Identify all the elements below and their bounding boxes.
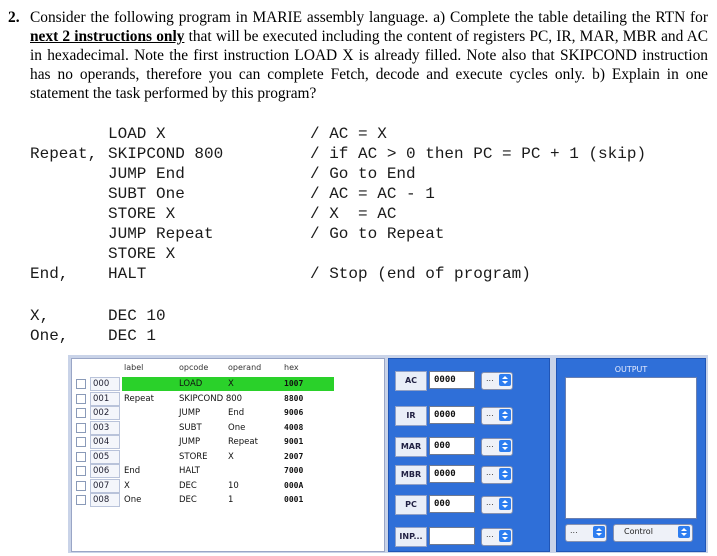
memory-row[interactable] bbox=[72, 464, 384, 478]
memory-address: 006 bbox=[90, 464, 120, 478]
question-number: 2. bbox=[8, 9, 20, 26]
memory-row[interactable] bbox=[72, 479, 384, 493]
memory-hex: 4008 bbox=[284, 422, 304, 432]
dropdown-arrow-icon bbox=[499, 498, 511, 510]
program-label: One, bbox=[30, 327, 69, 345]
register-value[interactable]: 0000 bbox=[429, 465, 475, 483]
memory-hex: 9001 bbox=[284, 437, 304, 446]
memory-opcode: DEC bbox=[179, 480, 197, 491]
program-instruction: LOAD X bbox=[108, 125, 166, 143]
dropdown-arrow-icon bbox=[499, 468, 511, 480]
register-name: AC bbox=[395, 371, 427, 391]
memory-label: Repeat bbox=[124, 393, 154, 404]
control-arrow-icon bbox=[678, 526, 690, 538]
output-format-dropdown[interactable] bbox=[565, 524, 607, 542]
memory-address: 008 bbox=[90, 493, 120, 507]
register-format-dropdown[interactable] bbox=[481, 528, 513, 546]
question-text bbox=[30, 8, 708, 103]
register-value[interactable]: 000 bbox=[429, 495, 475, 513]
register-name: INP... bbox=[395, 527, 427, 547]
dropdown-arrow-icon bbox=[499, 440, 511, 452]
memory-opcode: LOAD bbox=[179, 379, 203, 389]
program-instruction: JUMP Repeat bbox=[108, 225, 214, 243]
memory-label: X bbox=[124, 480, 130, 491]
program-listing bbox=[30, 124, 710, 344]
register-name: MAR bbox=[395, 437, 427, 457]
memory-opcode: DEC bbox=[179, 495, 197, 505]
program-instruction: SUBT One bbox=[108, 185, 185, 203]
dropdown-dots: ... bbox=[486, 374, 494, 383]
register-row bbox=[395, 525, 545, 547]
register-row bbox=[395, 435, 545, 457]
memory-address: 002 bbox=[90, 406, 120, 420]
program-instruction: STORE X bbox=[108, 205, 176, 223]
register-format-dropdown[interactable] bbox=[481, 466, 513, 484]
register-row bbox=[395, 369, 545, 391]
output-area bbox=[565, 377, 697, 519]
breakpoint-checkbox[interactable] bbox=[76, 495, 86, 505]
program-comment: / X = AC bbox=[310, 205, 397, 223]
memory-operand: One bbox=[228, 422, 246, 433]
breakpoint-checkbox[interactable] bbox=[76, 481, 86, 491]
register-row bbox=[395, 404, 545, 426]
dropdown-dots: ... bbox=[486, 409, 494, 418]
breakpoint-checkbox[interactable] bbox=[76, 408, 86, 418]
memory-row[interactable] bbox=[72, 450, 384, 464]
question bbox=[8, 8, 708, 103]
program-instruction: STORE X bbox=[108, 245, 176, 263]
memory-row[interactable] bbox=[72, 406, 384, 420]
memory-hex: 000A bbox=[284, 480, 304, 490]
memory-operand: X bbox=[228, 379, 234, 389]
register-name: MBR bbox=[395, 465, 427, 485]
memory-row[interactable] bbox=[72, 392, 384, 406]
program-comment: / AC = AC - 1 bbox=[310, 185, 435, 203]
memory-opcode: SUBT bbox=[179, 422, 202, 433]
dropdown-dots: ... bbox=[486, 498, 494, 507]
dropdown-arrow-icon bbox=[499, 530, 511, 542]
program-comment: / Stop (end of program) bbox=[310, 265, 531, 283]
memory-label: One bbox=[124, 495, 142, 505]
register-format-dropdown[interactable] bbox=[481, 438, 513, 456]
register-format-dropdown[interactable] bbox=[481, 496, 513, 514]
memory-opcode: SKIPCOND 800 bbox=[179, 393, 243, 404]
memory-operand: End bbox=[228, 408, 245, 418]
memory-hex: 0001 bbox=[284, 495, 304, 504]
program-instruction: HALT bbox=[108, 265, 147, 283]
memory-address: 004 bbox=[90, 435, 120, 449]
dropdown-dots: ... bbox=[486, 440, 494, 449]
col-header-operand: operand bbox=[228, 363, 262, 372]
breakpoint-checkbox[interactable] bbox=[76, 452, 86, 462]
memory-opcode: JUMP bbox=[179, 408, 201, 418]
breakpoint-checkbox[interactable] bbox=[76, 437, 86, 447]
program-label: End, bbox=[30, 265, 69, 283]
register-row bbox=[395, 493, 545, 515]
question-emphasis: next 2 instructions only bbox=[30, 28, 185, 45]
memory-operand: 1 bbox=[228, 495, 234, 505]
program-instruction: SKIPCOND 800 bbox=[108, 145, 224, 163]
register-panel bbox=[388, 358, 550, 552]
question-text-before: Consider the following program in MARIE assembly language. a) Complete the table detailing the RTN for bbox=[30, 9, 708, 26]
program-instruction: DEC 1 bbox=[108, 327, 157, 345]
memory-hex: 2007 bbox=[284, 451, 304, 461]
register-value[interactable]: 000 bbox=[429, 437, 475, 455]
memory-address: 001 bbox=[90, 392, 120, 406]
register-name: IR bbox=[395, 406, 427, 426]
program-comment: / AC = X bbox=[310, 125, 387, 143]
memory-hex: 7000 bbox=[284, 466, 304, 475]
memory-opcode: HALT bbox=[179, 466, 200, 476]
marie-simulator bbox=[68, 355, 708, 553]
control-dropdown[interactable] bbox=[613, 524, 693, 542]
dropdown-arrow-icon bbox=[499, 374, 511, 386]
memory-row[interactable] bbox=[72, 377, 384, 391]
dropdown-arrow-icon bbox=[499, 409, 511, 421]
program-comment: / if AC > 0 then PC = PC + 1 (skip) bbox=[310, 145, 647, 163]
register-format-dropdown[interactable] bbox=[481, 407, 513, 425]
memory-address: 007 bbox=[90, 479, 120, 493]
breakpoint-checkbox[interactable] bbox=[76, 423, 86, 433]
memory-row[interactable] bbox=[72, 493, 384, 507]
col-header-label: label bbox=[124, 363, 144, 372]
dropdown-dots: ... bbox=[486, 468, 494, 477]
memory-table bbox=[71, 358, 385, 552]
program-label: Repeat, bbox=[30, 145, 98, 163]
register-value[interactable] bbox=[429, 527, 475, 545]
col-header-hex: hex bbox=[284, 363, 299, 372]
memory-address: 005 bbox=[90, 450, 120, 464]
memory-hex: 9006 bbox=[284, 408, 304, 417]
memory-row[interactable] bbox=[72, 421, 384, 435]
memory-address: 000 bbox=[90, 377, 120, 391]
program-comment: / Go to End bbox=[310, 165, 416, 183]
memory-operand: X bbox=[228, 451, 234, 462]
program-instruction: JUMP End bbox=[108, 165, 185, 183]
memory-hex: 8800 bbox=[284, 393, 304, 403]
breakpoint-checkbox[interactable] bbox=[76, 379, 86, 389]
program-comment: / Go to Repeat bbox=[310, 225, 445, 243]
dropdown-arrow-icon bbox=[593, 526, 605, 538]
program-instruction: DEC 10 bbox=[108, 307, 166, 325]
control-label: Control bbox=[624, 527, 653, 536]
memory-row[interactable] bbox=[72, 435, 384, 449]
dropdown-dots: ... bbox=[486, 530, 494, 539]
register-name: PC bbox=[395, 495, 427, 515]
memory-opcode: STORE bbox=[179, 451, 208, 462]
breakpoint-checkbox[interactable] bbox=[76, 394, 86, 404]
col-header-opcode: opcode bbox=[179, 363, 209, 372]
memory-address: 003 bbox=[90, 421, 120, 435]
memory-label: End bbox=[124, 466, 141, 476]
register-format-dropdown[interactable] bbox=[481, 372, 513, 390]
program-label: X, bbox=[30, 307, 50, 325]
memory-operand: 10 bbox=[228, 480, 239, 491]
output-panel bbox=[556, 358, 706, 552]
register-row bbox=[395, 463, 545, 485]
memory-opcode: JUMP bbox=[179, 437, 201, 447]
register-value[interactable]: 0000 bbox=[429, 406, 475, 424]
output-title: OUTPUT bbox=[614, 365, 648, 374]
question-text-after: that will be executed including the content of registers PC, IR, MAR, MBR and AC in hexadecimal. Note the first instruction LOAD X is already filled. Note also that SKIPCOND instruction has no operands, therefore you can complete Fetch, decode and execute cycles only. b) Explain in one statement the task performed by this program? bbox=[30, 28, 708, 102]
memory-hex: 1007 bbox=[284, 379, 304, 388]
register-value[interactable]: 0000 bbox=[429, 371, 475, 389]
memory-operand: Repeat bbox=[228, 437, 258, 447]
breakpoint-checkbox[interactable] bbox=[76, 466, 86, 476]
dropdown-dots: ... bbox=[570, 526, 578, 535]
